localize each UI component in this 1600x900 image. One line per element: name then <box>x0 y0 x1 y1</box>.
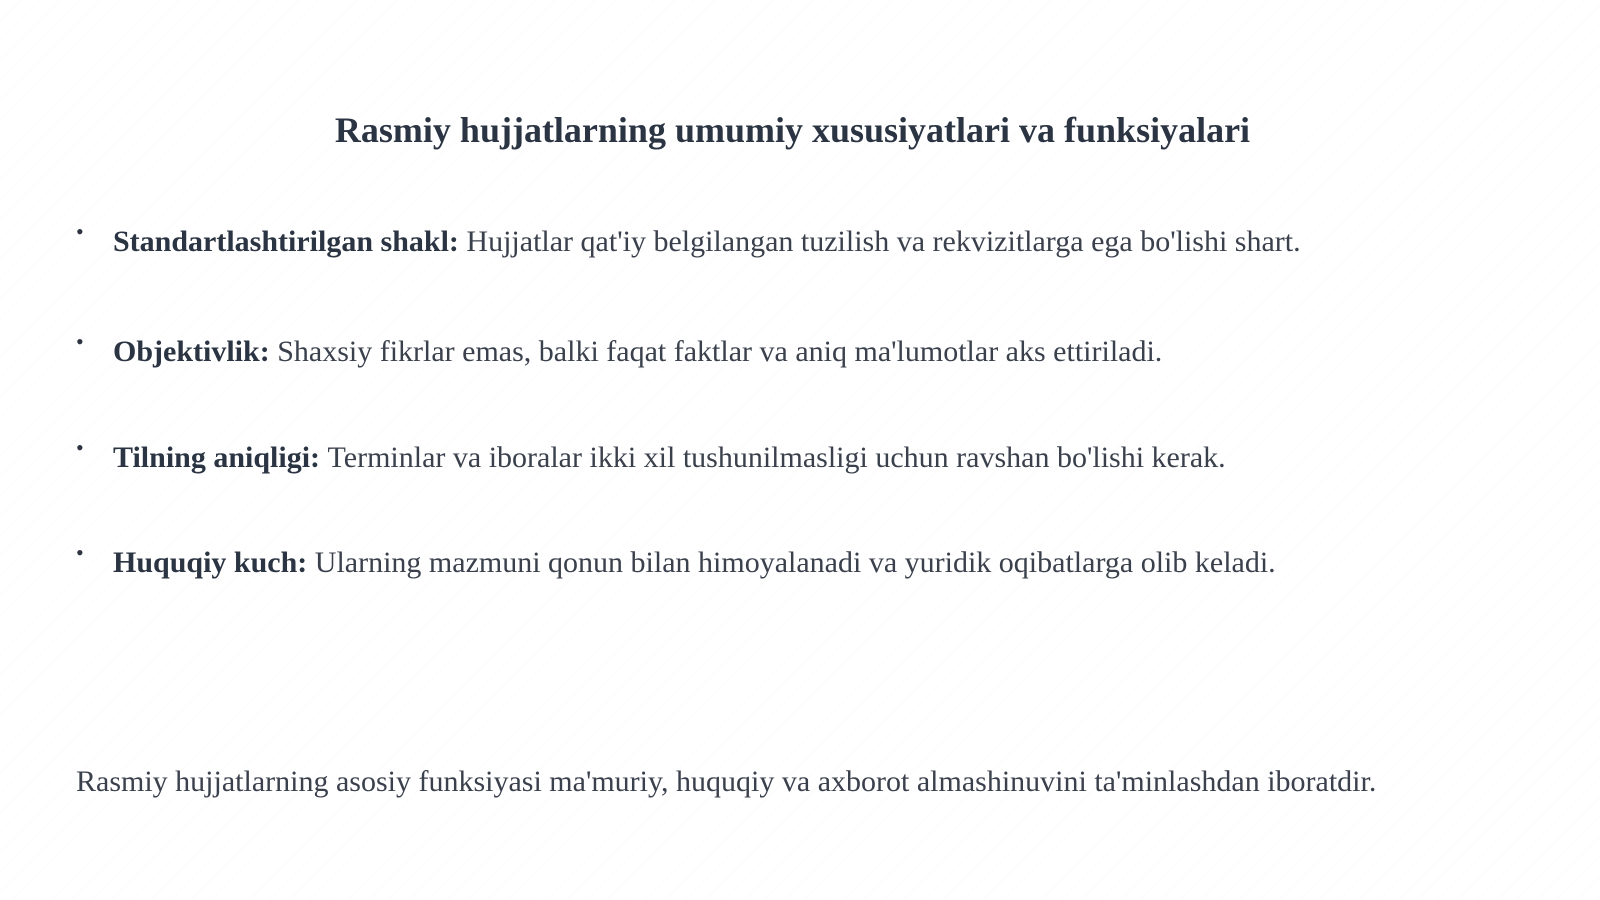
list-item-term: Tilning aniqligi: <box>113 441 328 474</box>
list-item-term: Objektivlik: <box>113 335 278 368</box>
list-item-text <box>113 218 1301 266</box>
bullet-icon: • <box>76 219 84 244</box>
list-item-text <box>113 539 1276 587</box>
list-item-description: Ularning mazmuni qonun bilan himoyalanadi va yuridik oqibatlarga olib keladi. <box>314 546 1276 579</box>
list-item-term: Huquqiy kuch: <box>113 546 315 579</box>
list-item <box>76 218 1556 266</box>
bullet-icon: • <box>76 329 84 354</box>
list-item <box>76 539 1556 587</box>
list-item-description: Hujjatlar qat'iy belgilangan tuzilish va rekvizitlarga ega bo'lishi shart. <box>466 225 1301 258</box>
bullet-icon: • <box>76 540 84 565</box>
list-item <box>76 328 1556 376</box>
list-item-text <box>113 328 1162 376</box>
list-item <box>76 434 1556 482</box>
list-item-text <box>113 434 1226 482</box>
slide-title: Rasmiy hujjatlarning umumiy xususiyatlari va funksiyalari <box>334 110 1251 150</box>
list-item-description: Shaxsiy fikrlar emas, balki faqat faktlar va aniq ma'lumotlar aks ettiriladi. <box>277 335 1163 368</box>
bullet-icon: • <box>76 435 84 460</box>
list-item-term: Standartlashtirilgan shakl: <box>113 225 467 258</box>
summary-paragraph: Rasmiy hujjatlarning asosiy funksiyasi ma'muriy, huquqiy va axborot almashinuvini ta'minlashdan iboratdir. <box>76 765 1377 798</box>
list-item-description: Terminlar va iboralar ikki xil tushunilmasligi uchun ravshan bo'lishi kerak. <box>327 441 1226 474</box>
